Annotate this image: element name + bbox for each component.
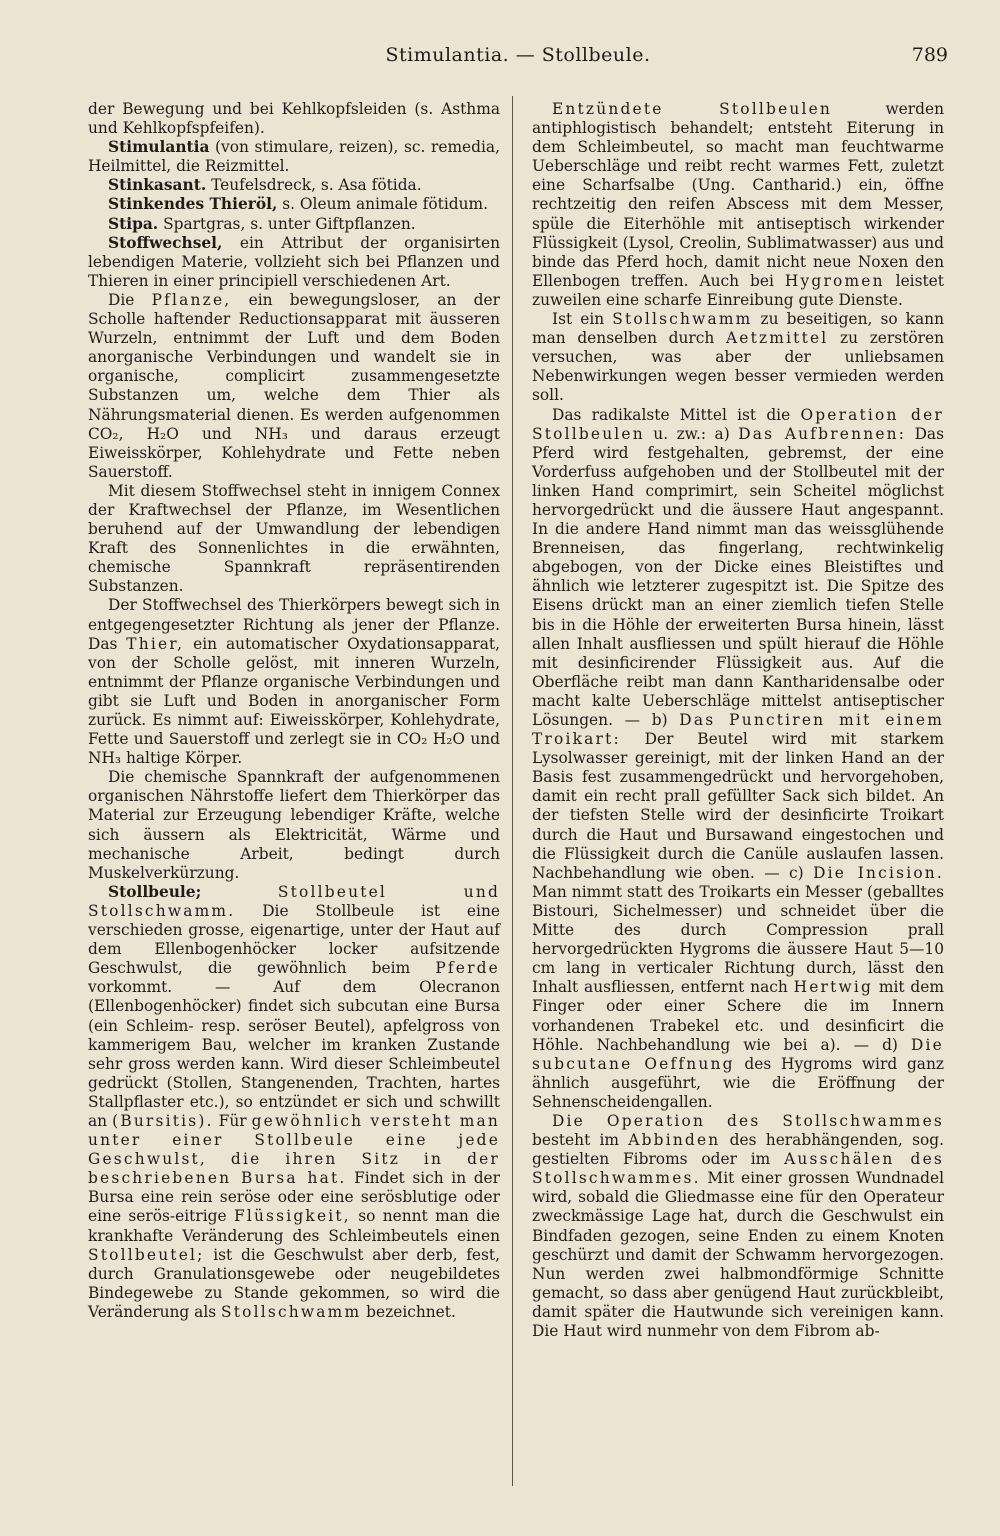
- spaced-emphasis: Aetzmittel: [725, 329, 829, 348]
- dictionary-entry: [88, 215, 500, 234]
- entry-text: Teufelsdreck, s. Asa fötida.: [206, 176, 422, 195]
- text-run: Die: [108, 290, 152, 309]
- paragraph: [532, 406, 944, 1112]
- text-run: leistet zuweilen eine scharfe Einreibung gute Dienste.: [532, 271, 944, 309]
- spaced-emphasis: Pflanze,: [151, 290, 232, 309]
- entry-headword: Stinkendes Thieröl,: [108, 195, 278, 214]
- dictionary-entry: [88, 176, 500, 195]
- paragraph: [88, 100, 500, 138]
- text-run: ein automatischer Oxydationsapparat, von der Scholle gelöst, mit inneren Wurzeln, entnimmt der Pflanze organische Verbindungen und gibt sie Luft und Boden in anorganischer Form zurück. Es nimmt auf: Eiweisskörper, Kohlehydrate, Fette und Sauerstoff und zerlegt sie in CO₂ H₂O und NH₃ haltige Körper.: [88, 634, 500, 768]
- paragraph: [88, 596, 500, 768]
- spaced-emphasis: Hertwig: [793, 978, 874, 997]
- left-column: [88, 100, 500, 1322]
- entry-headword: Stinkasant.: [108, 176, 207, 195]
- spaced-emphasis: Die subcutane Oeffnung: [532, 1035, 944, 1073]
- text-run: Ist ein: [552, 310, 613, 329]
- text-run: Das Pferd wird festgehalten, gebremst, der eine Vorderfuss aufgehoben und der Stollbeutel mit der linken Hand comprimirt, sein Scheitel möglichst hervorgedrückt und die äussere Haut angespannt. In die andere Hand nimmt man das weissglühende Brenneisen, das fingerlang, rechtwinkelig abgebogen, von der Dicke eines Bleistiftes und ähnlich wie letzterer zugespitzt ist. Die Spitze des Eisens drückt man an einer ziemlich tiefen Stelle bis in die Höhle der erweiterten Bursa hinein, lässt allen Inhalt ausfliessen und spült hierauf die Höhle mit desinficirender Flüssigkeit aus. Auf die Oberfläche reibt man dann Kantharidensalbe oder macht kalte Ueberschläge mittelst antiseptischer Lösungen. — b): [532, 424, 944, 729]
- entry-headword: Stimulantia: [108, 138, 210, 157]
- text-run: bezeichnet.: [361, 1302, 456, 1321]
- spaced-emphasis: Entzündete Stollbeulen: [552, 100, 833, 118]
- spaced-emphasis: Die Incision.: [813, 863, 944, 882]
- text-run: Für: [213, 1111, 252, 1130]
- spaced-emphasis: Die Operation des Stollschwammes: [552, 1111, 944, 1130]
- paragraph: [88, 291, 500, 482]
- spaced-emphasis: Stollbeutel und Stollschwamm.: [88, 882, 500, 920]
- dictionary-entry: [88, 138, 500, 176]
- text-run: vorkommt. — Auf dem Olecranon (Ellenbogenhöcker) findet sich subcutan eine Bursa (ein Schleim- resp. seröser Beutel), apfelgross von kammerigem Bau, welcher im kranken Zustande sehr gross werden kann. Wird dieser Schleimbeutel gedrückt (Stollen, Stangenenden, Trachten, hartes Stallpflaster etc.), so entzündet er sich und schwillt an: [88, 978, 500, 1130]
- paragraph-text: Die chemische Spannkraft der aufgenommenen organischen Nährstoffe liefert dem Thierkörper das Material zur Erzeugung lebendiger Kräfte, welche sich äussern als Elektricität, Wärme und mechanische Arbeit, bedingt durch Muskelverkürzung.: [88, 768, 500, 882]
- entry-text: s. Oleum animale fötidum.: [277, 195, 488, 214]
- text-run: Der Stoffwechsel des Thierkörpers bewegt sich in entgegengesetzter Richtung als jener der Pflanze. Das: [88, 596, 500, 653]
- paragraph: [532, 100, 944, 310]
- text-run: Mit einer grossen Wundnadel wird, sobald die Gliedmasse eine für den Operateur zweckmässige Lage hat, durch die Geschwulst ein Bindfaden gezogen, seine Enden zu einem Knoten geschürzt und damit der Schwamm hervorgezogen. Nun werden zwei halbmondförmige Schnitte gemacht, so dass aber genügend Haut zurückbleibt, damit später die Hautwunde sich vereinigen kann. Die Haut wird nunmehr von dem Fibrom ab-: [532, 1169, 944, 1340]
- spaced-emphasis: Das Aufbrennen:: [738, 424, 907, 443]
- dictionary-entry: [88, 883, 500, 1322]
- text-run: zu beseitigen, so kann man denselben durch: [532, 310, 945, 348]
- right-column: [532, 100, 944, 1341]
- text-run: mit dem Finger oder einer Schere die im Innern vorhandenen Trabekel etc. und desinficirt die Höhle. Nachbehandlung wie bei a). — d): [532, 978, 944, 1054]
- paragraph: [88, 768, 500, 883]
- text-run: Das radikalste Mittel ist die: [552, 405, 801, 424]
- text-run: Man nimmt statt des Troikarts ein Messer (geballtes Bistouri, Sichelmesser) und schneidet über die Mitte des durch Compression prall hervorgedrückten Hygroms die äussere Haut 5—10 cm lang in verticaler Richtung durch, lässt den Inhalt ausfliessen, entfernt nach: [532, 882, 944, 997]
- text-run: ein bewegungsloser, an der Scholle haftender Reductionsapparat mit äusseren Wurzeln, entnimmt der Luft und dem Boden anorganische Verbindungen und wandelt sie in organische, complicirt zusammengesetzte Substanzen um, welche dem Thier als Nährungsmaterial dienen. Es werden aufgenommen CO₂, H₂O und NH₃ und daraus erzeugt Eiweisskörper, Kohlehydrate und Fette neben Sauerstoff.: [88, 290, 501, 481]
- entry-text: Spartgras, s. unter Giftpflanzen.: [158, 214, 416, 233]
- paragraph-text: Mit diesem Stoffwechsel steht in innigem Connex der Kraftwechsel der Pflanze, im Wesentlichen beruhend auf der Umwandlung der lebendigen Kraft des Sonnenlichtes in die erwähnten, chemische Spannkraft repräsentirenden Substanzen.: [88, 481, 500, 596]
- dictionary-entry: [88, 234, 500, 291]
- entry-headword: Stollbeule;: [108, 882, 202, 901]
- text-run: u. zw.: a): [644, 424, 739, 443]
- text-run: besteht im: [532, 1131, 629, 1150]
- column-divider: [512, 96, 513, 1486]
- spaced-emphasis: (Bursitis).: [112, 1111, 214, 1130]
- spaced-emphasis: Stollschwamm: [221, 1302, 362, 1321]
- text-run: zu zerstören versuchen, was aber der unliebsamen Nebenwirkungen wegen besser vermieden werden soll.: [532, 329, 945, 405]
- spaced-emphasis: Operation der Stollbeulen: [532, 405, 944, 443]
- entry-headword: Stoffwechsel,: [108, 233, 223, 252]
- text-run: Die Stollbeule ist eine verschieden grosse, eigenartige, unter der Haut auf dem Ellenbogenhöcker locker aufsitzende Geschwulst, die gewöhnlich beim: [88, 901, 500, 978]
- entry-text: (von stimulare, reizen), sc. remedia, Heilmittel, die Reizmittel.: [88, 138, 500, 176]
- dictionary-entry: [88, 195, 500, 214]
- page-number: 789: [911, 44, 948, 66]
- paragraph: [532, 1112, 944, 1341]
- spaced-emphasis: Stollbeutel;: [88, 1245, 205, 1264]
- text-run: des Hygroms wird ganz ähnlich ausgeführt, wie die Eröffnung der Sehnenscheidengallen.: [532, 1054, 944, 1111]
- spaced-emphasis: Pferde: [435, 959, 500, 978]
- text-run: Der Beutel wird mit starkem Lysolwasser gereinigt, mit der linken Hand an der Basis fest zusammengedrückt und hervorgehoben, damit ein recht prall gefüllter Sack sich bildet. An der tiefsten Stelle wird der desinficirte Troikart durch die Haut und Bursawand eingestochen und die Flüssigkeit durch die Canüle auslaufen lassen. Nachbehandlung wie oben. — c): [532, 730, 944, 882]
- spaced-emphasis: Thier,: [126, 634, 185, 653]
- paragraph-text: der Bewegung und bei Kehlkopfsleiden (s. Asthma und Kehlkopfspfeifen).: [88, 100, 500, 138]
- text-run: werden antiphlogistisch behandelt; entsteht Eiterung in dem Schleimbeutel, so macht man feuchtwarme Ueberschläge und reibt recht warmes Fett, zuletzt eine Scharfsalbe (Ung. Cantharid.) ein, öffne rechtzeitig den reifen Abscess mit dem Messer, spüle die Eiterhöhle mit antiseptisch wirkender Flüssigkeit (Lysol, Creolin, Sublimatwasser) aus und binde das Pferd hoch, damit nicht neue Noxen den Ellenbogen treffen. Auch bei: [532, 100, 944, 290]
- paragraph: [532, 310, 944, 405]
- spaced-emphasis: Ausschälen des Stollschwammes.: [532, 1150, 944, 1188]
- running-title: Stimulantia. — Stollbeule.: [385, 44, 651, 66]
- spaced-emphasis: Abbinden: [628, 1131, 721, 1150]
- spaced-emphasis: Hygromen: [784, 271, 885, 290]
- entry-headword: Stipa.: [108, 214, 159, 233]
- entry-text: ein Attribut der organisirten lebendigen Materie, vollzieht sich bei Pflanzen und Thieren in einer principiell verschiedenen Art.: [88, 233, 500, 290]
- page-header: [88, 44, 948, 78]
- paragraph: [88, 482, 500, 597]
- spaced-emphasis: Stollschwamm: [612, 310, 753, 329]
- text-run: so nennt man die krankhafte Veränderung des Schleimbeutels einen: [88, 1207, 500, 1245]
- text-run: Findet sich in der Bursa eine rein seröse oder eine serösblutige oder eine serös-eitrige: [88, 1169, 501, 1226]
- spaced-emphasis: Flüssigkeit,: [233, 1207, 351, 1226]
- spaced-emphasis: gewöhnlich versteht man unter einer Stollbeule eine jede Geschwulst, die ihren Sitz in der beschriebenen Bursa hat.: [88, 1111, 500, 1188]
- spaced-emphasis: Das Punctiren mit einem Troikart:: [532, 711, 944, 749]
- text-run: ist die Geschwulst aber derb, fest, durch Granulationsgewebe oder neugebildetes Bindegewebe zu Stande gekommen, so wird die Veränderung als: [88, 1245, 500, 1321]
- text-run: des herabhängenden, sog. gestielten Fibroms oder im: [532, 1131, 944, 1169]
